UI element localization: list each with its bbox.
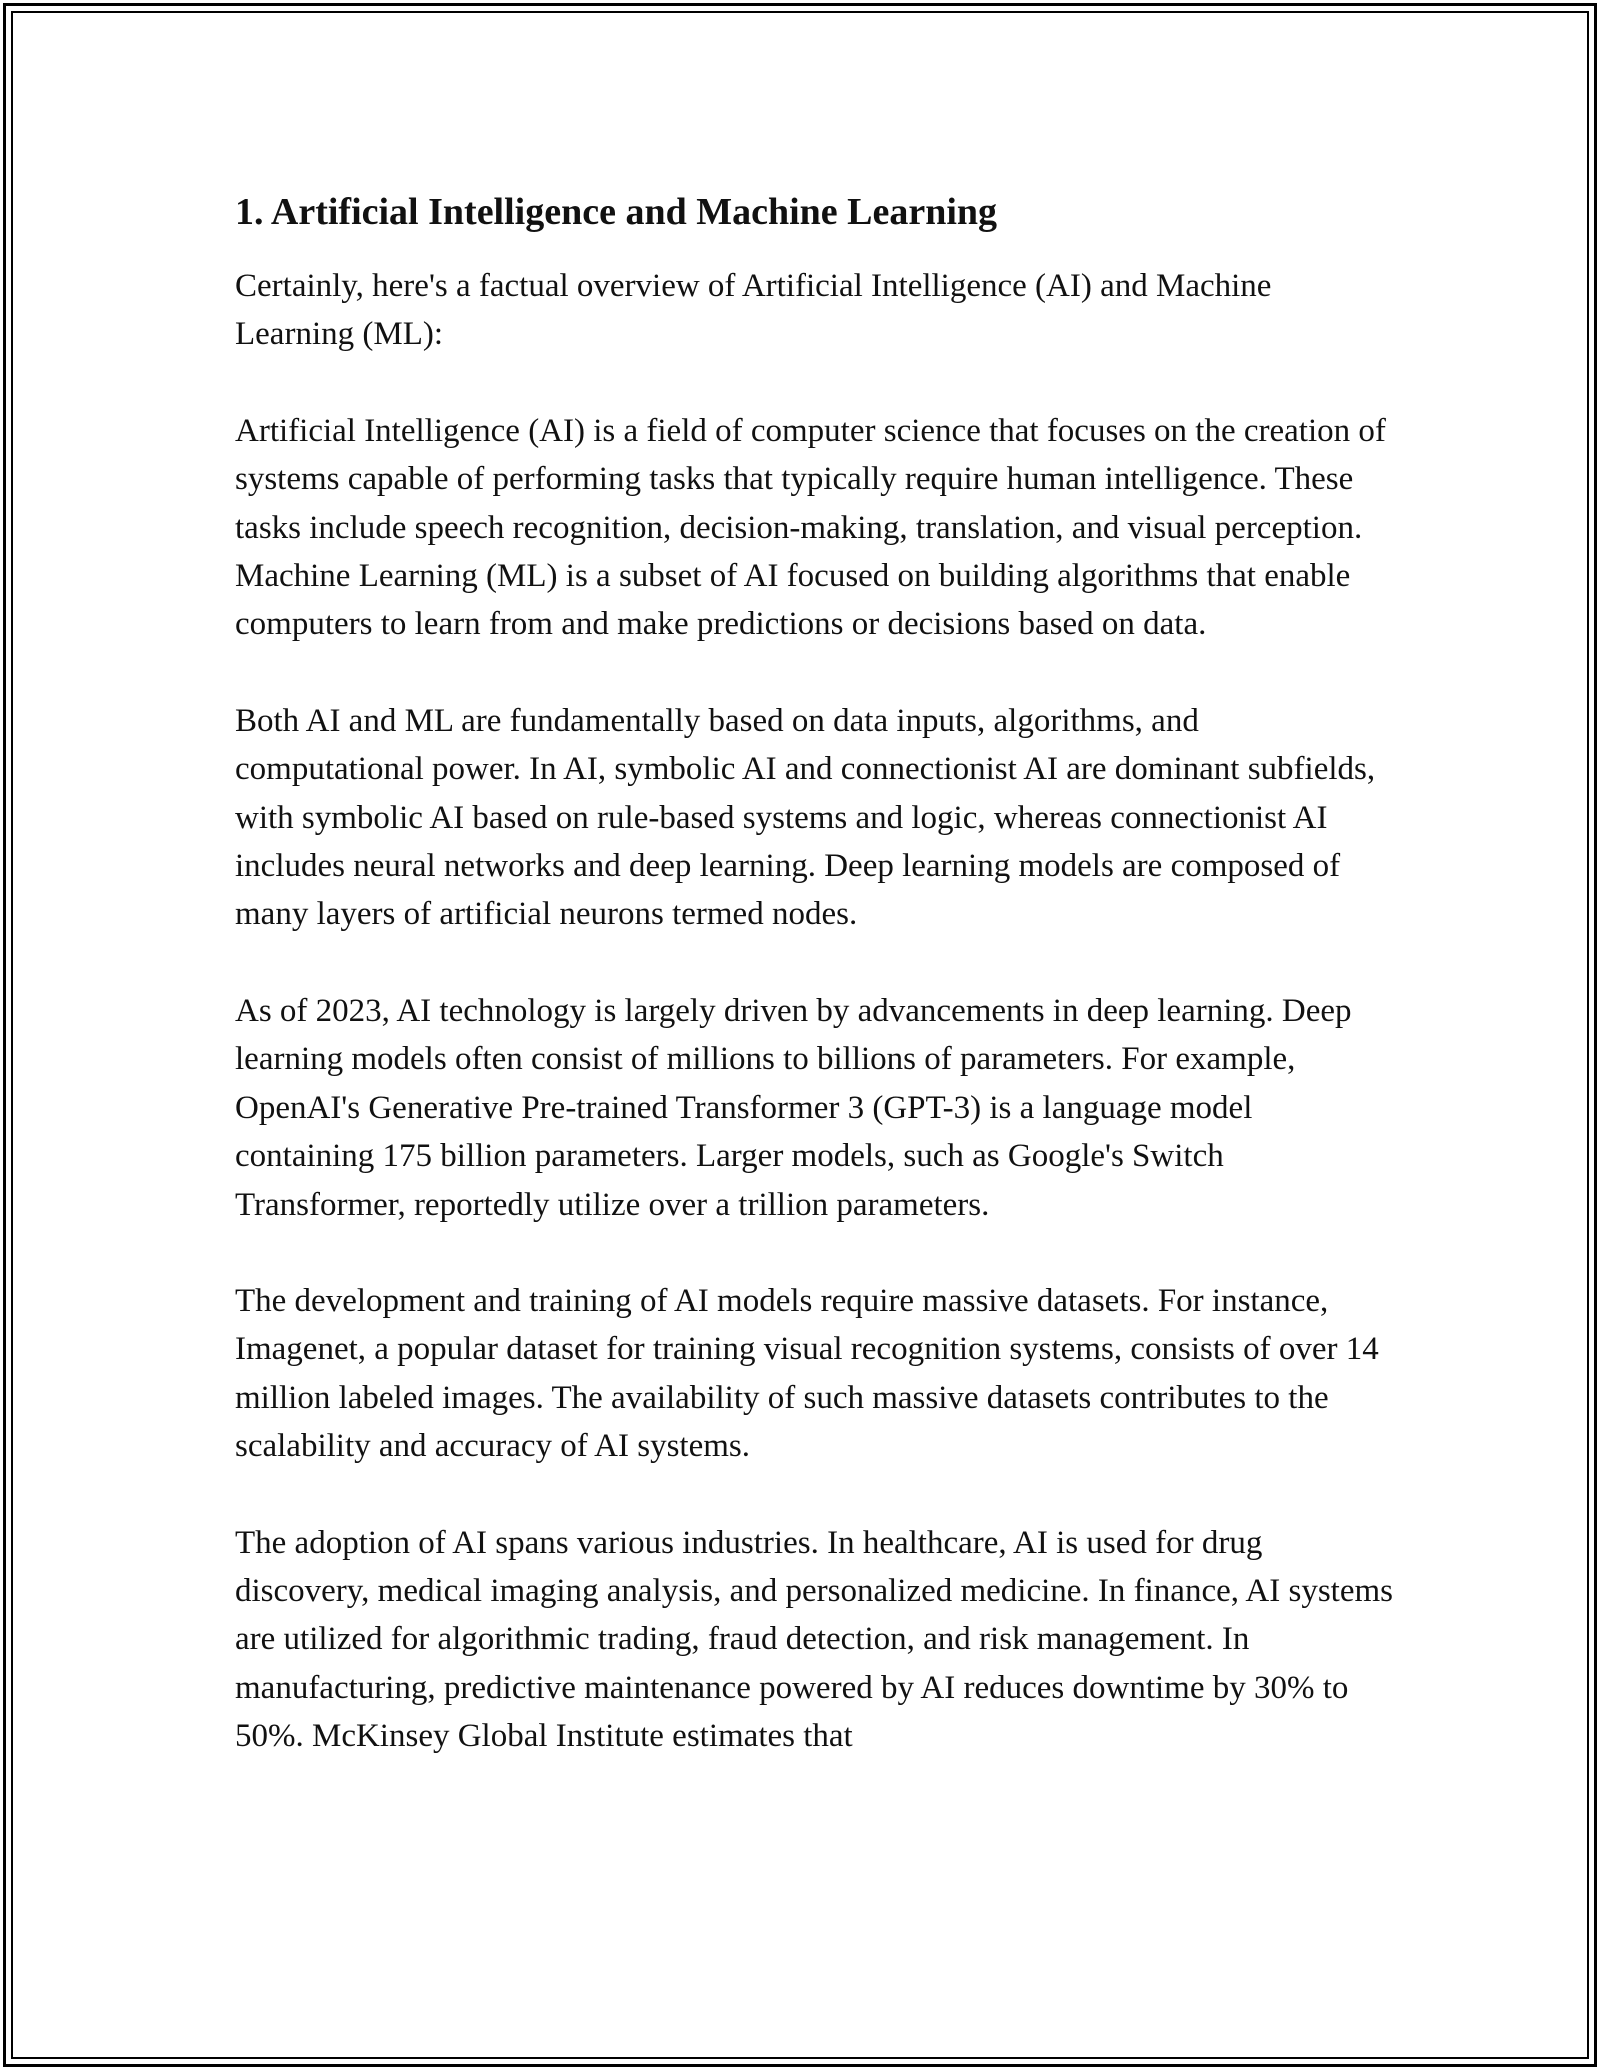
paragraph-adoption: The adoption of AI spans various industries. In healthcare, AI is used for drug discovery, medical imaging analysis, and personalized medicine. In finance, AI systems are utilized for algorithmic trading, fraud detection, and risk management. In manufacturing, predictive maintenance powered by AI reduces downtime by 30% to 50%. McKinsey Global Institute estimates that	[235, 1524, 1394, 1755]
section-title: 1. Artificial Intelligence and Machine Learning	[235, 191, 998, 233]
paragraph-datasets: The development and training of AI models require massive datasets. For instance, Imagenet, a popular dataset for training visual recognition systems, consists of over 14 million labeled images. The availability of such massive datasets contributes to the scalability and accuracy of AI systems.	[235, 1282, 1379, 1465]
paragraph-intro: Certainly, here's a factual overview of Artificial Intelligence (AI) and Machine Learning (ML):	[235, 268, 1272, 353]
paragraph-foundations: Both AI and ML are fundamentally based on data inputs, algorithms, and computational power. In AI, symbolic AI and connectionist AI are dominant subfields, with symbolic AI based on rule-based systems and logic, whereas connectionist AI includes neural networks and deep learning. Deep learning models are composed of many layers of artificial neurons termed nodes.	[235, 702, 1376, 933]
paragraph-deep-learning: As of 2023, AI technology is largely driven by advancements in deep learning. Deep learning models often consist of millions to billions of parameters. For example, OpenAI's Generative Pre-trained Transformer 3 (GPT-3) is a language model containing 175 billion parameters. Larger models, such as Google's Switch Transformer, reportedly utilize over a trillion parameters.	[235, 992, 1352, 1223]
document-body	[235, 190, 1395, 1761]
paragraph-ai-definition: Artificial Intelligence (AI) is a field of computer science that focuses on the creation of systems capable of performing tasks that typically require human intelligence. These tasks include speech recognition, decision-making, translation, and visual perception. Machine Learning (ML) is a subset of AI focused on building algorithms that enable computers to learn from and make predictions or decisions based on data.	[235, 412, 1386, 643]
